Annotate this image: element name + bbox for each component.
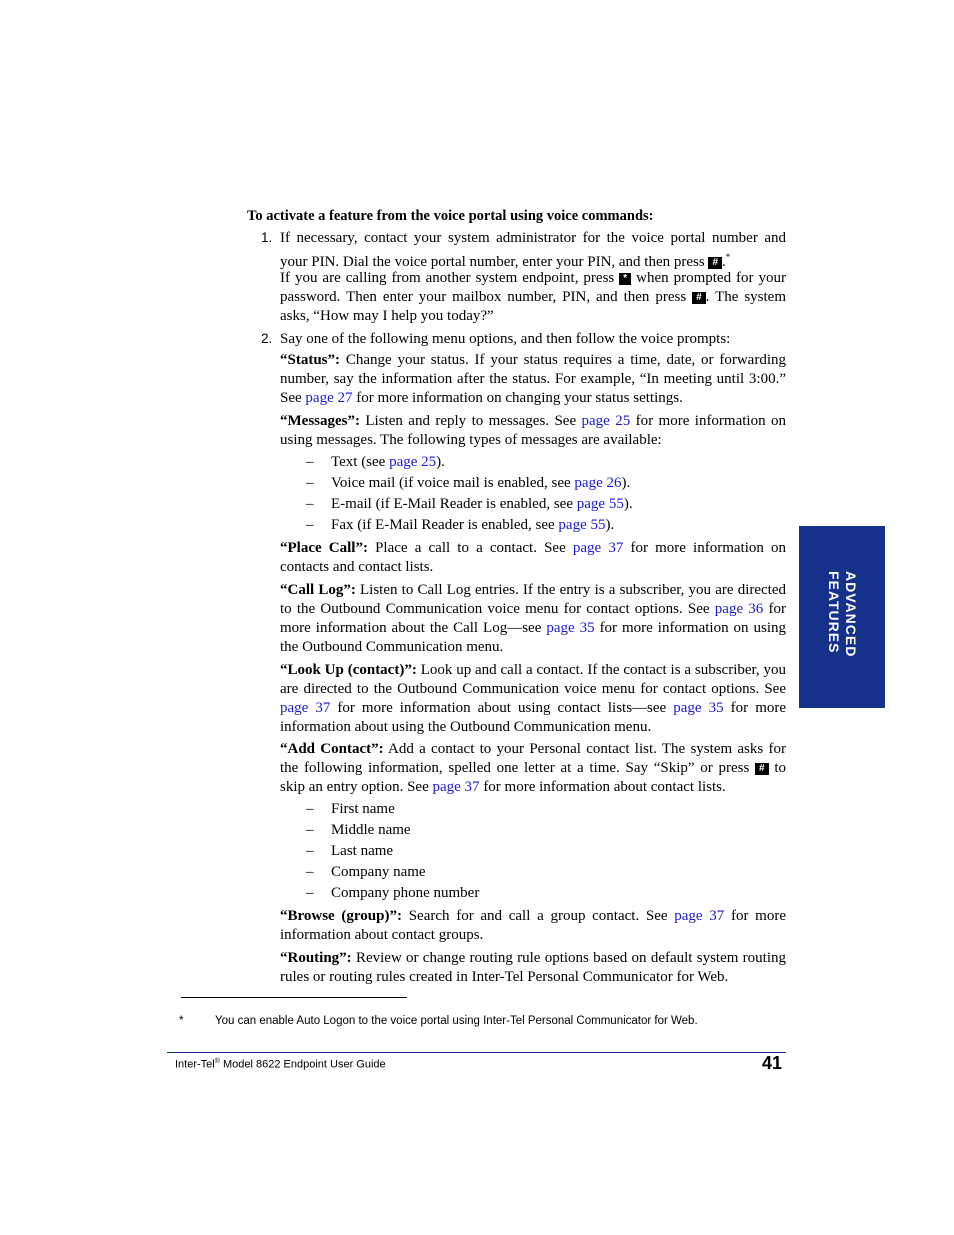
step-1-text: If necessary, contact your system administrator for the voice portal number and your PIN. Dial the voice portal number, enter your PIN, and then press xyxy=(280,230,786,270)
hash-key-icon: # xyxy=(755,763,769,775)
page-link[interactable]: page 26 xyxy=(574,475,622,491)
footer-guide-title: Model 8622 Endpoint User Guide xyxy=(219,1058,386,1071)
page-link[interactable]: page 55 xyxy=(576,496,624,512)
list-item-text: Voice mail (if voice mail is enabled, see xyxy=(331,475,575,491)
list-item-text: ). xyxy=(605,517,615,533)
option-text: for more information about contact lists. xyxy=(483,779,726,795)
option-text: to skip an entry option. See xyxy=(280,760,786,795)
option-browse xyxy=(280,907,786,945)
list-item-text: Text (see xyxy=(331,454,390,470)
page-link[interactable]: page 37 xyxy=(572,540,624,556)
list-bullet: – xyxy=(306,822,314,838)
step-1-alt-text-c: . The system asks, “How may I help you today?” xyxy=(280,289,787,324)
list-item: Last name xyxy=(331,843,394,859)
page-link[interactable]: page 25 xyxy=(581,413,631,429)
option-text: Listen to Call Log entries. If the entry is a subscriber, you are directed to the Outbound Communication voice menu for contact options. See xyxy=(280,582,786,617)
registered-mark: ® xyxy=(214,1058,220,1065)
section-side-tab[interactable] xyxy=(799,526,885,708)
list-item: First name xyxy=(331,801,395,817)
page-link[interactable]: page 37 xyxy=(432,779,480,795)
footnote-mark: * xyxy=(179,1015,184,1027)
list-bullet: – xyxy=(306,454,314,470)
list-bullet: – xyxy=(306,885,314,901)
step-1-alt-text-a: If you are calling from another system endpoint, press xyxy=(280,270,615,286)
option-text: Search for and call a group contact. See xyxy=(408,908,668,924)
list-item-text: Fax (if E-Mail Reader is enabled, see xyxy=(331,517,559,533)
list-item: Middle name xyxy=(331,822,411,838)
star-key-icon: * xyxy=(619,273,631,285)
page-link[interactable]: page 27 xyxy=(305,390,353,406)
list-item: Company name xyxy=(331,864,426,880)
page-link[interactable]: page 36 xyxy=(714,601,764,617)
list-item: Company phone number xyxy=(331,885,480,901)
option-text: Place a call to a contact. See xyxy=(375,540,566,556)
option-label: “Place Call”: xyxy=(280,540,368,556)
option-status xyxy=(280,351,786,408)
page-link[interactable]: page 37 xyxy=(674,908,725,924)
list-item xyxy=(331,516,614,535)
side-tab-label: ADVANCED FEATURES xyxy=(826,571,859,658)
option-text: Review or change routing rule options based on default system routing rules or routing rules created in Inter-Tel Personal Communicator for Web. xyxy=(280,950,786,985)
option-add-contact xyxy=(280,740,786,797)
step-2-number: 2. xyxy=(261,331,273,346)
list-item xyxy=(331,474,630,493)
list-bullet: – xyxy=(306,843,314,859)
option-text: for more information about the Call Log—see xyxy=(280,601,787,636)
list-bullet: – xyxy=(306,475,314,491)
page-link[interactable]: page 35 xyxy=(673,700,724,716)
footnote-text: You can enable Auto Logon to the voice portal using Inter-Tel Personal Communicator for Web. xyxy=(215,1015,698,1027)
option-text: Add a contact to your Personal contact list. The system asks for the following information, spelled one letter at a time. Say “Skip” or press xyxy=(280,741,786,776)
footer-brand: Inter-Tel xyxy=(175,1058,215,1071)
step-2-intro: Say one of the following menu options, and then follow the voice prompts: xyxy=(280,331,731,347)
option-place-call xyxy=(280,539,786,577)
footnote-divider xyxy=(181,997,407,998)
option-text: for more information about using contact lists—see xyxy=(337,700,667,716)
option-label: “Look Up (contact)”: xyxy=(280,662,417,678)
page-link[interactable]: page 37 xyxy=(280,700,331,716)
page-link[interactable]: page 35 xyxy=(546,620,595,636)
list-bullet: – xyxy=(306,517,314,533)
list-item xyxy=(331,453,445,472)
hash-key-icon: # xyxy=(692,292,706,304)
option-text: Listen and reply to messages. See xyxy=(365,413,577,429)
option-look-up xyxy=(280,661,786,737)
list-item-text: ). xyxy=(621,475,631,491)
option-text: for more information about using the Outbound Communication menu. xyxy=(280,700,787,735)
page-number: 41 xyxy=(762,1053,783,1073)
list-item-text: E-mail (if E-Mail Reader is enabled, see xyxy=(331,496,577,512)
option-label: “Call Log”: xyxy=(280,582,356,598)
step-1-paragraph-2 xyxy=(280,269,786,326)
option-text: for more information on contacts and contact lists. xyxy=(280,540,786,575)
footer-divider xyxy=(167,1052,786,1053)
step-1-period: . xyxy=(722,254,726,270)
step-1-number: 1. xyxy=(261,230,273,245)
list-bullet: – xyxy=(306,864,314,880)
list-bullet: – xyxy=(306,801,314,817)
option-text: for more information on using messages. The following types of messages are available: xyxy=(280,413,786,448)
option-text: for more information on changing your status settings. xyxy=(356,390,683,406)
option-label: “Messages”: xyxy=(280,413,360,429)
procedure-heading: To activate a feature from the voice portal using voice commands: xyxy=(247,208,654,224)
step-1-alt-text-b: when prompted for your password. Then enter your mailbox number, PIN, and then press xyxy=(280,270,787,305)
footnote-reference[interactable]: * xyxy=(725,252,731,262)
footer-title xyxy=(175,1058,386,1071)
option-text: Change your status. If your status requires a time, date, or forwarding number, say the information after the status. For example, “In meeting until 3:00.” See xyxy=(280,352,787,406)
option-routing xyxy=(280,949,786,987)
option-label: “Routing”: xyxy=(280,950,352,966)
option-text: Look up and call a contact. If the contact is a subscriber, you are directed to the Outbound Communication voice menu for contact options. See xyxy=(280,662,787,697)
list-bullet: – xyxy=(306,496,314,512)
option-label: “Add Contact”: xyxy=(280,741,384,757)
hash-key-icon: # xyxy=(708,257,722,269)
option-text: for more information on using the Outbound Communication menu. xyxy=(280,620,787,655)
list-item xyxy=(331,495,633,514)
page-link[interactable]: page 55 xyxy=(558,517,606,533)
page-link[interactable]: page 25 xyxy=(389,454,437,470)
list-item-text: ). xyxy=(623,496,633,512)
step-1-paragraph-1 xyxy=(280,229,786,272)
option-label: “Status”: xyxy=(280,352,341,368)
option-call-log xyxy=(280,581,786,657)
option-messages xyxy=(280,412,786,450)
list-item-text: ). xyxy=(436,454,445,470)
option-text: for more information about contact groups. xyxy=(280,908,786,943)
option-label: “Browse (group)”: xyxy=(280,908,402,924)
